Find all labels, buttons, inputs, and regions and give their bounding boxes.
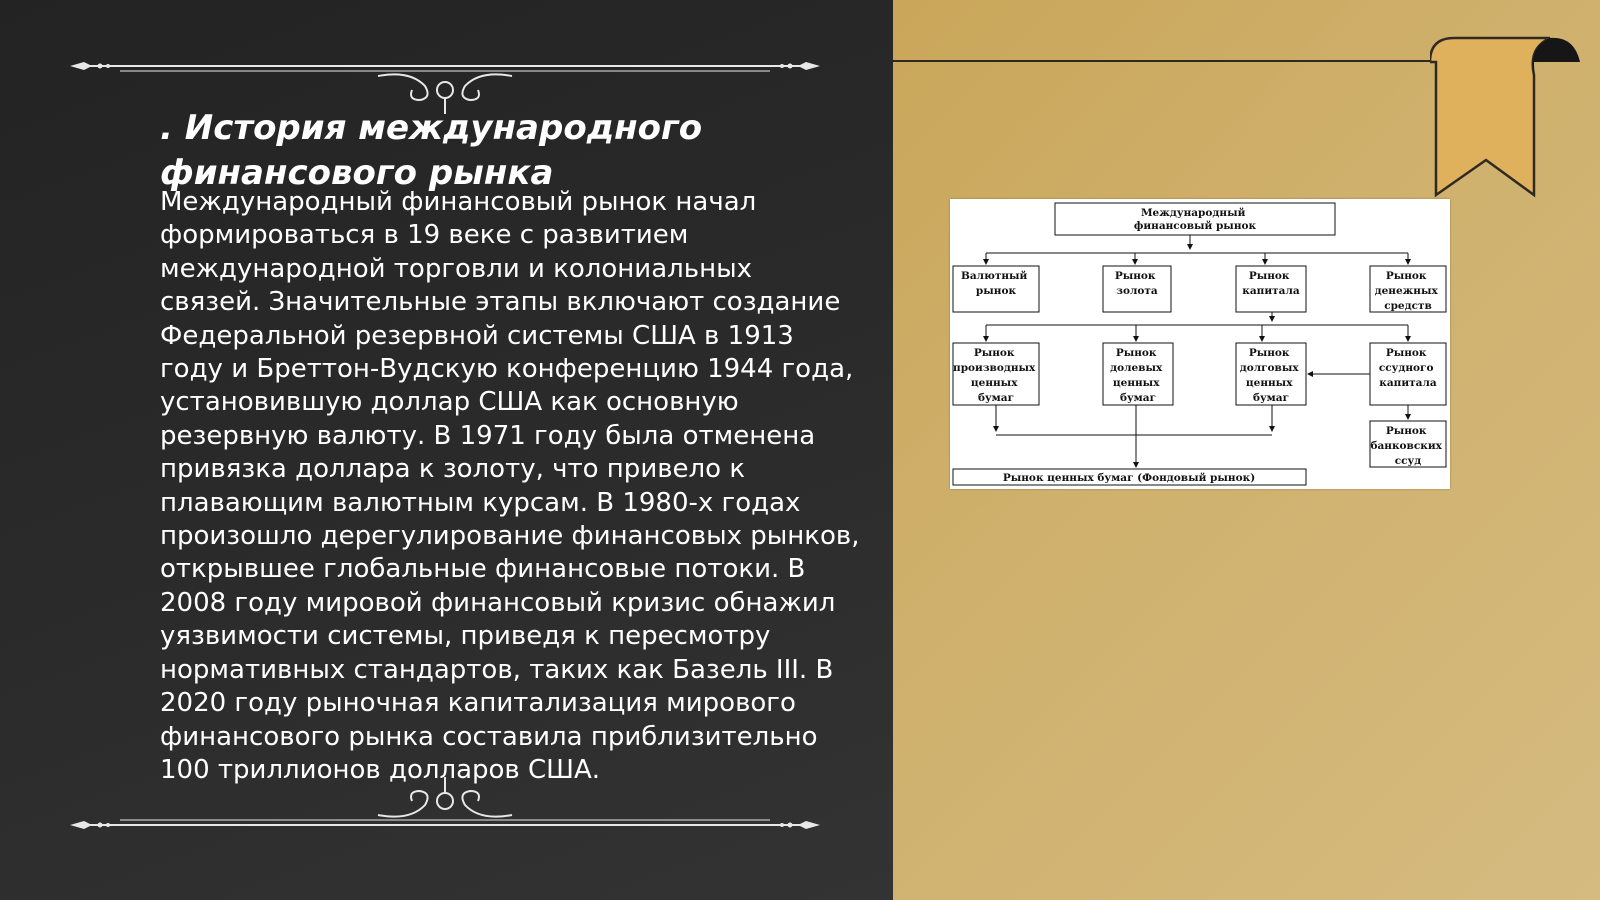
diagram-loan-label: Рынок ссудного капитала	[1378, 347, 1437, 389]
horizontal-rule	[893, 60, 1438, 62]
diagram-equity-label: Рынок долевых ценных бумаг	[1110, 347, 1163, 404]
diagram-fx-label: Валютный рынок	[960, 270, 1028, 297]
diagram-gold-label: Рынок золота	[1114, 270, 1158, 297]
bookmark-ribbon-icon	[1430, 30, 1590, 205]
diagram-root-label: Международный финансовый рынок	[1133, 207, 1257, 232]
diagram-derivatives-label: Рынок производных ценных бумаг	[953, 347, 1036, 404]
slide-title: . История международного финансового рынка	[160, 108, 703, 193]
diagram-capital-label: Рынок капитала	[1242, 270, 1300, 297]
diagram-money-label: Рынок денежных средств	[1374, 270, 1438, 312]
market-structure-diagram	[950, 199, 1450, 489]
diagram-securities-label: Рынок ценных бумаг (Фондовый рынок)	[1002, 472, 1256, 484]
diagram-debt-label: Рынок долговых ценных бумаг	[1239, 347, 1299, 404]
slide-body-text: Международный финансовый рынок начал формироваться в 19 веке с развитием международной торговли и колониальных связей. Значительные этапы включают создание Федеральной резервной системы США в 1913 году и Бреттон-Вудскую конференцию 1944 года, установившую доллар США как основную резервную валюту. В 1971 году была отменена привязка доллара к золоту, что привело к плавающим валютным курсам. В 1980-х годах произошло дерегулирование финансовых рынков, открывшее глобальные финансовые потоки. В 2008 году мировой финансовый кризис обнажил уязвимости системы, приведя к пересмотру нормативных стандартов, таких как Базель III. В 2020 году рыночная капитализация мирового финансового рынка составила приблизительно 100 триллионов долларов США.	[160, 187, 860, 785]
diagram-bank-loans-label: Рынок банковских ссуд	[1370, 425, 1442, 467]
